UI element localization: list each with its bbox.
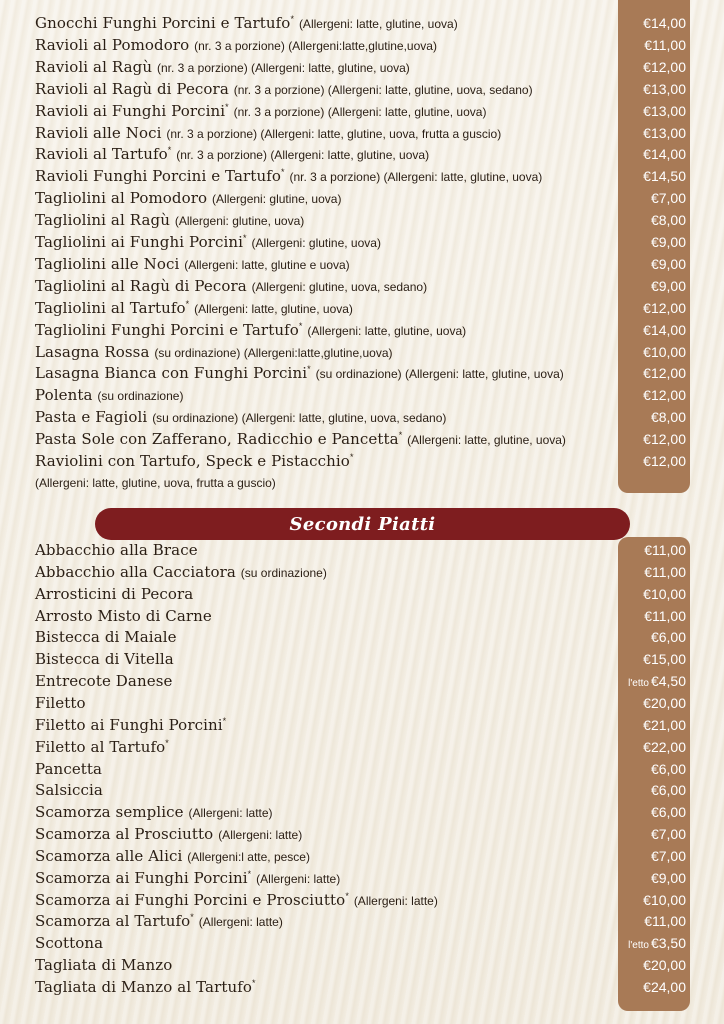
price-value: €15,00: [643, 651, 686, 668]
dish-name: Raviolini con Tartufo, Speck e Pistacchio: [35, 452, 350, 470]
menu-item: [35, 716, 226, 734]
dish-note: (Allergeni: glutine, uova): [251, 236, 381, 250]
dish-price: [618, 409, 686, 425]
dish-name: Bistecca di Vitella: [35, 650, 174, 669]
special-mark: *: [252, 978, 256, 988]
dish-note: (nr. 3 a porzione) (Allergeni: latte, glutine, uova): [289, 170, 543, 185]
dish-price: [618, 629, 686, 645]
dish-price: [618, 826, 686, 842]
price-value: €12,00: [643, 387, 686, 404]
menu-item: [35, 760, 102, 778]
special-mark: *: [307, 364, 311, 375]
menu-item: [35, 167, 542, 185]
dish-name: Ravioli ai Funghi Porcini: [35, 101, 226, 120]
dish-name: Abbacchio alla Brace: [35, 541, 198, 559]
menu-item: [35, 124, 501, 142]
menu-item: [35, 607, 212, 625]
dish-note: (su ordinazione) (Allergeni: latte, glutine, uova): [315, 367, 564, 382]
price-value: €9,00: [650, 869, 686, 886]
dish-note: (su ordinazione): [240, 565, 327, 580]
menu-item: [35, 452, 354, 470]
price-value: €13,00: [643, 102, 686, 119]
price-value: €12,00: [643, 431, 686, 448]
dish-note: (Allergeni: latte, glutine, uova): [307, 323, 467, 338]
dish-name: Bistecca di Maiale: [35, 628, 177, 647]
price-value: €11,00: [644, 542, 686, 558]
dish-name: Scamorza alle Alici: [35, 846, 183, 865]
dish-name: Lasagna Rossa: [35, 342, 150, 361]
special-mark: *: [165, 737, 169, 748]
special-mark: *: [247, 868, 252, 879]
dish-note: (Allergeni: latte): [198, 915, 283, 930]
menu-item: [35, 650, 174, 668]
menu-item: [35, 233, 381, 251]
section-title: Secondi Piatti: [289, 513, 436, 535]
dish-note: (su ordinazione): [97, 389, 184, 404]
price-value: €20,00: [643, 694, 686, 711]
price-value: €20,00: [643, 957, 686, 974]
price-value: €10,00: [643, 585, 686, 602]
dish-price: [618, 431, 686, 447]
primi-last-allergens: (Allergeni: latte, glutine, uova, frutta a guscio): [35, 476, 276, 490]
dish-note: (Allergeni: latte, glutine, uova): [194, 301, 353, 316]
price-unit: l'etto: [628, 678, 649, 690]
dish-note: (nr. 3 a porzione) (Allergeni: latte, glutine, uova): [156, 60, 410, 75]
dish-price: [618, 782, 686, 798]
dish-name: Scamorza al Prosciutto: [35, 825, 214, 844]
dish-name: Pasta Sole con Zafferano, Radicchio e Pancetta: [35, 430, 399, 449]
dish-price: [618, 365, 686, 381]
menu-item: [35, 912, 283, 930]
dish-price: [618, 608, 686, 624]
dish-price: [618, 212, 686, 228]
dish-price: [618, 59, 686, 75]
dish-name: Abbacchio alla Cacciatora: [35, 562, 236, 581]
dish-name: Gnocchi Funghi Porcini e Tartufo: [35, 14, 291, 32]
price-value: €14,00: [643, 321, 686, 338]
special-mark: *: [345, 890, 349, 901]
price-value: €10,00: [643, 343, 686, 360]
dish-name: Filetto al Tartufo: [35, 737, 166, 756]
dish-name: Pasta e Fagioli: [35, 408, 148, 427]
special-mark: *: [290, 14, 295, 24]
dish-name: Salsiccia: [35, 781, 103, 800]
dish-name: Filetto: [35, 693, 86, 712]
menu-item: [35, 891, 438, 909]
menu-item: [35, 869, 340, 887]
dish-price: [618, 542, 686, 558]
price-value: €7,00: [650, 826, 686, 843]
dish-name: Tagliolini al Ragù di Pecora: [35, 276, 247, 295]
dish-price: [618, 278, 686, 294]
special-mark: *: [225, 101, 229, 112]
dish-name: Scottona: [35, 934, 104, 953]
price-value: €6,00: [650, 629, 686, 646]
dish-note: (Allergeni: latte): [353, 893, 438, 908]
price-value: €8,00: [650, 212, 686, 229]
dish-price: [618, 81, 686, 97]
dish-name: Ravioli al Tartufo: [35, 145, 168, 164]
price-value: €11,00: [644, 607, 686, 624]
dish-note: (Allergeni: latte): [218, 828, 303, 843]
price-value: €13,00: [643, 80, 686, 97]
dish-price: [618, 935, 686, 951]
dish-note: (Allergeni: latte, glutine, uova): [407, 433, 566, 448]
dish-price: [618, 125, 686, 141]
price-value: €11,00: [644, 913, 686, 930]
dish-price: [618, 717, 686, 733]
dish-name: Tagliolini alle Noci: [35, 254, 180, 273]
dish-name: Entrecote Danese: [35, 672, 173, 691]
dish-price: [618, 651, 686, 667]
menu-item: [35, 694, 86, 712]
menu-item: [35, 585, 193, 603]
special-mark: *: [398, 430, 403, 441]
dish-price: [618, 322, 686, 338]
price-value: €14,00: [643, 146, 686, 163]
menu-item: [35, 956, 172, 974]
dish-note: (nr. 3 a porzione) (Allergeni: latte, glutine, uova, frutta a guscio): [166, 126, 502, 141]
price-unit: l'etto: [628, 940, 649, 952]
dish-name: Scamorza al Tartufo: [35, 912, 191, 931]
dish-price: [618, 146, 686, 162]
dish-price: [618, 673, 686, 689]
dish-name: Polenta: [35, 386, 93, 405]
special-mark: *: [243, 233, 247, 243]
dish-price: [618, 387, 686, 403]
price-value: €12,00: [643, 299, 686, 316]
price-value: €9,00: [650, 255, 686, 272]
dish-name: Scamorza semplice: [35, 803, 184, 822]
menu-item: [35, 430, 566, 448]
dish-price: [618, 586, 686, 602]
menu-item: [35, 386, 183, 404]
dish-price: [618, 344, 686, 360]
dish-price: [618, 913, 686, 929]
special-mark: *: [185, 298, 190, 309]
menu-item: [35, 189, 341, 207]
dish-note: (nr. 3 a porzione) (Allergeni: latte, glutine, uova): [176, 148, 430, 163]
menu-item: [35, 80, 533, 98]
dish-name: Pancetta: [35, 759, 103, 778]
price-value: €8,00: [650, 409, 686, 426]
dish-note: (nr. 3 a porzione) (Allergeni: latte, glutine, uova, sedano): [233, 82, 533, 97]
menu-item: [35, 628, 177, 646]
dish-price: [618, 190, 686, 206]
price-value: €12,00: [643, 453, 686, 469]
dish-note: (Allergeni: latte): [256, 871, 341, 886]
price-value: €6,00: [650, 760, 686, 777]
dish-name: Tagliolini Funghi Porcini e Tartufo: [35, 320, 299, 339]
menu-item: [35, 343, 393, 361]
menu-item: [35, 738, 169, 756]
dish-note: (Allergeni: glutine, uova): [174, 214, 305, 229]
menu-item: [35, 672, 172, 690]
price-value: €7,00: [650, 190, 686, 207]
menu-item: [35, 211, 304, 229]
dish-name: Lasagna Bianca con Funghi Porcini: [35, 364, 308, 383]
dish-price: [618, 892, 686, 908]
menu-item: [35, 321, 466, 339]
price-value: €11,00: [644, 563, 686, 580]
price-value: €21,00: [643, 716, 686, 733]
dish-name: Arrosto Misto di Carne: [35, 606, 212, 625]
price-value: €10,00: [643, 891, 686, 908]
price-value: €9,00: [650, 234, 686, 250]
menu-item: [35, 255, 350, 273]
price-value: €12,00: [643, 58, 686, 75]
dish-price: [618, 168, 686, 184]
price-value: €3,50: [650, 935, 686, 952]
price-value: €14,00: [643, 15, 686, 31]
special-mark: *: [222, 715, 227, 726]
dish-price: [618, 761, 686, 777]
special-mark: *: [190, 912, 194, 923]
dish-price: [618, 453, 686, 469]
menu-item: [35, 58, 410, 76]
menu-item: [35, 277, 427, 295]
menu-item: [35, 408, 446, 426]
dish-price: [618, 256, 686, 272]
dish-name: Ravioli al Ragù di Pecora: [35, 79, 229, 98]
menu-item: [35, 978, 256, 996]
price-value: €6,00: [650, 782, 686, 799]
dish-price: [618, 15, 686, 31]
dish-price: [618, 234, 686, 250]
price-value: €6,00: [650, 804, 686, 821]
dish-name: Scamorza ai Funghi Porcini: [35, 868, 248, 887]
dish-price: [618, 804, 686, 820]
dish-name: Tagliolini al Pomodoro: [35, 189, 208, 208]
dish-name: Scamorza ai Funghi Porcini e Prosciutto: [35, 890, 346, 909]
dish-price: [618, 695, 686, 711]
dish-price: [618, 848, 686, 864]
dish-price: [618, 870, 686, 886]
dish-note: (Allergeni: latte, glutine e uova): [184, 257, 350, 272]
dish-name: Filetto ai Funghi Porcini: [35, 715, 223, 734]
secondi-section-banner: [95, 508, 630, 540]
dish-name: Arrosticini di Pecora: [35, 584, 194, 603]
menu-item: [35, 364, 564, 382]
menu-item: [35, 299, 353, 317]
dish-name: Tagliolini ai Funghi Porcini: [35, 233, 244, 251]
price-value: €9,00: [650, 277, 686, 294]
dish-price: [618, 564, 686, 580]
price-value: €14,50: [643, 168, 686, 185]
menu-item: [35, 781, 103, 799]
dish-name: Tagliata di Manzo: [35, 956, 173, 975]
dish-note: (su ordinazione) (Allergeni: latte, glutine, uova, sedano): [152, 411, 447, 426]
menu-item: [35, 847, 310, 865]
price-value: €7,00: [650, 847, 686, 864]
dish-price: [618, 37, 686, 53]
dish-name: Tagliolini al Tartufo: [35, 298, 186, 317]
menu-item: [35, 934, 103, 952]
dish-name: Tagliolini al Ragù: [35, 211, 170, 230]
special-mark: *: [349, 452, 354, 462]
menu-item: [35, 803, 273, 821]
dish-name: Ravioli al Pomodoro: [35, 35, 190, 54]
price-value: €24,00: [643, 979, 686, 995]
menu-item: [35, 14, 458, 32]
menu-item: [35, 825, 302, 843]
menu-item: [35, 36, 437, 54]
price-value: €12,00: [643, 365, 686, 382]
price-value: €4,50: [650, 673, 686, 690]
special-mark: *: [280, 167, 285, 178]
dish-note: (Allergeni: glutine, uova): [212, 192, 342, 207]
dish-price: [618, 957, 686, 973]
dish-note: (nr. 3 a porzione) (Allergeni: latte, glutine, uova): [233, 104, 487, 119]
dish-note: (Allergeni: latte, glutine, uova): [298, 17, 458, 31]
menu-item: [35, 145, 429, 163]
dish-price: [618, 103, 686, 119]
dish-name: Ravioli Funghi Porcini e Tartufo: [35, 167, 281, 186]
dish-price: [618, 979, 686, 995]
dish-price: [618, 739, 686, 755]
price-value: €11,00: [644, 36, 686, 53]
dish-name: Ravioli alle Noci: [35, 123, 162, 142]
dish-note: (Allergeni:l atte, pesce): [187, 849, 310, 864]
price-value: €22,00: [643, 738, 686, 755]
special-mark: *: [298, 320, 303, 331]
menu-item: [35, 102, 486, 120]
dish-price: [618, 300, 686, 316]
dish-name: Tagliata di Manzo al Tartufo: [35, 978, 253, 996]
dish-note: (nr. 3 a porzione) (Allergeni:latte,glutine,uova): [194, 38, 437, 53]
special-mark: *: [167, 145, 172, 156]
dish-note: (Allergeni: glutine, uova, sedano): [251, 279, 428, 294]
dish-note: (Allergeni: latte): [188, 806, 273, 821]
dish-name: Ravioli al Ragù: [35, 57, 153, 76]
menu-item: [35, 541, 198, 559]
dish-note: (su ordinazione) (Allergeni:latte,glutine,uova): [154, 345, 393, 360]
menu-item: [35, 563, 327, 581]
price-value: €13,00: [643, 124, 686, 141]
